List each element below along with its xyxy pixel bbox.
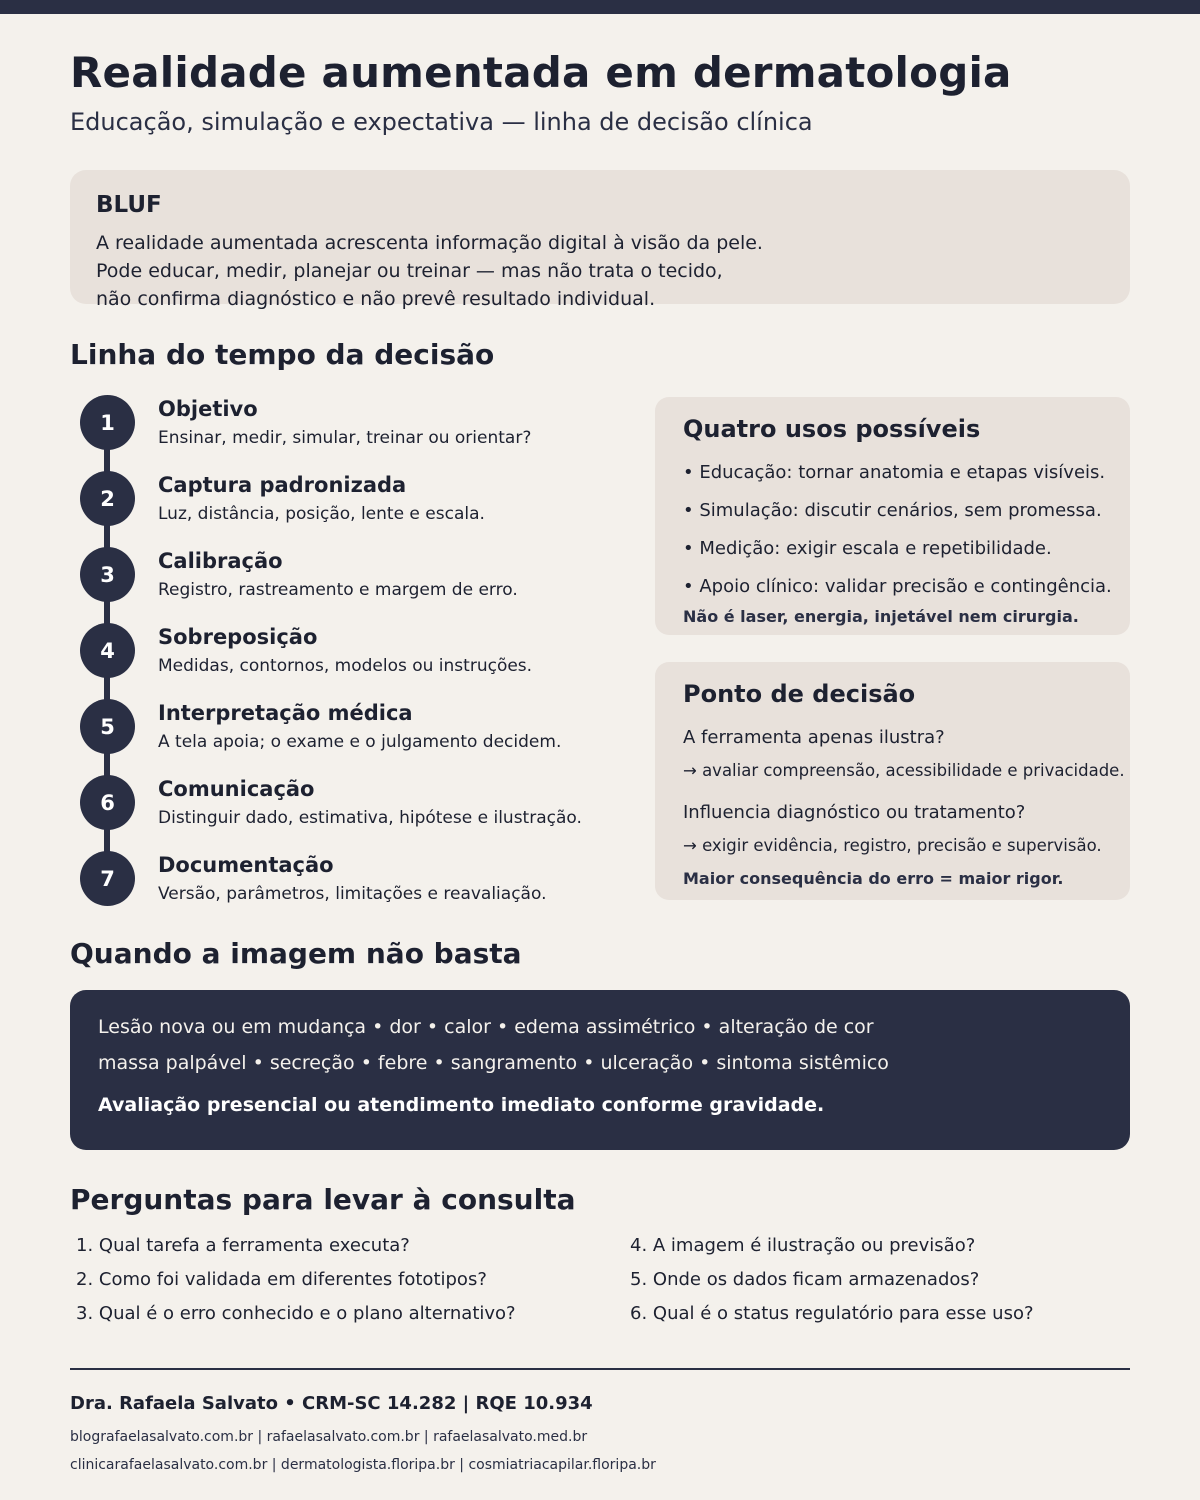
footer-links: blografaelasalvato.com.br | rafaelasalvato.com.br | rafaelasalvato.med.br [70, 1429, 588, 1445]
footer-divider [70, 1368, 1130, 1370]
step-number-3: 3 [80, 547, 135, 602]
step-number-5: 5 [80, 699, 135, 754]
step-description: Registro, rastreamento e margem de erro. [158, 580, 518, 600]
step-number-4: 4 [80, 623, 135, 678]
decision-answer: → exigir evidência, registro, precisão e supervisão. [683, 836, 1102, 855]
bluf-title: BLUF [96, 192, 162, 218]
questions-heading: Perguntas para levar à consulta [70, 1183, 576, 1216]
question-item: 1. Qual tarefa a ferramenta executa? [76, 1235, 410, 1256]
timeline-heading: Linha do tempo da decisão [70, 338, 495, 371]
decision-note: Maior consequência do erro = maior rigor. [683, 869, 1064, 888]
bluf-line: Pode educar, medir, planejar ou treinar — mas não trata o tecido, [96, 260, 723, 282]
decision-question: Influencia diagnóstico ou tratamento? [683, 802, 1026, 823]
uses-item: • Apoio clínico: validar precisão e contingência. [683, 576, 1112, 597]
question-item: 2. Como foi validada em diferentes fototipos? [76, 1269, 487, 1290]
alert-heading: Quando a imagem não basta [70, 937, 522, 970]
warning-action: Avaliação presencial ou atendimento imediato conforme gravidade. [98, 1094, 825, 1116]
question-item: 4. A imagem é ilustração ou previsão? [630, 1235, 976, 1256]
decision-title: Ponto de decisão [683, 680, 916, 708]
warning-signs-line: Lesão nova ou em mudança • dor • calor • edema assimétrico • alteração de cor [98, 1016, 874, 1038]
step-description: Versão, parâmetros, limitações e reavaliação. [158, 884, 547, 904]
page-subtitle: Educação, simulação e expectativa — linha de decisão clínica [70, 108, 813, 136]
step-title: Objetivo [158, 397, 258, 421]
step-number-1: 1 [80, 395, 135, 450]
uses-title: Quatro usos possíveis [683, 415, 981, 443]
bluf-line: A realidade aumentada acrescenta informação digital à visão da pele. [96, 232, 763, 254]
step-title: Comunicação [158, 777, 315, 801]
warning-signs-line: massa palpável • secreção • febre • sangramento • ulceração • sintoma sistêmico [98, 1052, 889, 1074]
step-title: Captura padronizada [158, 473, 407, 497]
step-title: Documentação [158, 853, 334, 877]
question-item: 5. Onde os dados ficam armazenados? [630, 1269, 980, 1290]
step-description: Luz, distância, posição, lente e escala. [158, 504, 485, 524]
step-title: Interpretação médica [158, 701, 413, 725]
step-description: Medidas, contornos, modelos ou instruções. [158, 656, 533, 676]
bluf-line: não confirma diagnóstico e não prevê resultado individual. [96, 288, 656, 310]
footer-links: clinicarafaelasalvato.com.br | dermatologista.floripa.br | cosmiatriacapilar.floripa.br [70, 1457, 656, 1473]
top-accent-bar [0, 0, 1200, 14]
step-title: Sobreposição [158, 625, 318, 649]
author-credentials: Dra. Rafaela Salvato • CRM-SC 14.282 | RQE 10.934 [70, 1393, 593, 1414]
warning-signs-box [70, 990, 1130, 1150]
step-description: Ensinar, medir, simular, treinar ou orientar? [158, 428, 532, 448]
uses-item: • Medição: exigir escala e repetibilidade. [683, 538, 1052, 559]
uses-card [655, 397, 1130, 635]
decision-card [655, 662, 1130, 900]
step-number-7: 7 [80, 851, 135, 906]
page-title: Realidade aumentada em dermatologia [70, 48, 1012, 97]
decision-answer: → avaliar compreensão, acessibilidade e privacidade. [683, 761, 1125, 780]
uses-item: • Educação: tornar anatomia e etapas visíveis. [683, 462, 1106, 483]
decision-question: A ferramenta apenas ilustra? [683, 727, 945, 748]
step-title: Calibração [158, 549, 283, 573]
uses-item: • Simulação: discutir cenários, sem promessa. [683, 500, 1102, 521]
question-item: 3. Qual é o erro conhecido e o plano alternativo? [76, 1303, 516, 1324]
bluf-box [70, 170, 1130, 310]
step-number-2: 2 [80, 471, 135, 526]
uses-note: Não é laser, energia, injetável nem cirurgia. [683, 607, 1079, 626]
step-description: A tela apoia; o exame e o julgamento decidem. [158, 732, 562, 752]
step-number-6: 6 [80, 775, 135, 830]
step-description: Distinguir dado, estimativa, hipótese e ilustração. [158, 808, 582, 828]
question-item: 6. Qual é o status regulatório para esse uso? [630, 1303, 1034, 1324]
